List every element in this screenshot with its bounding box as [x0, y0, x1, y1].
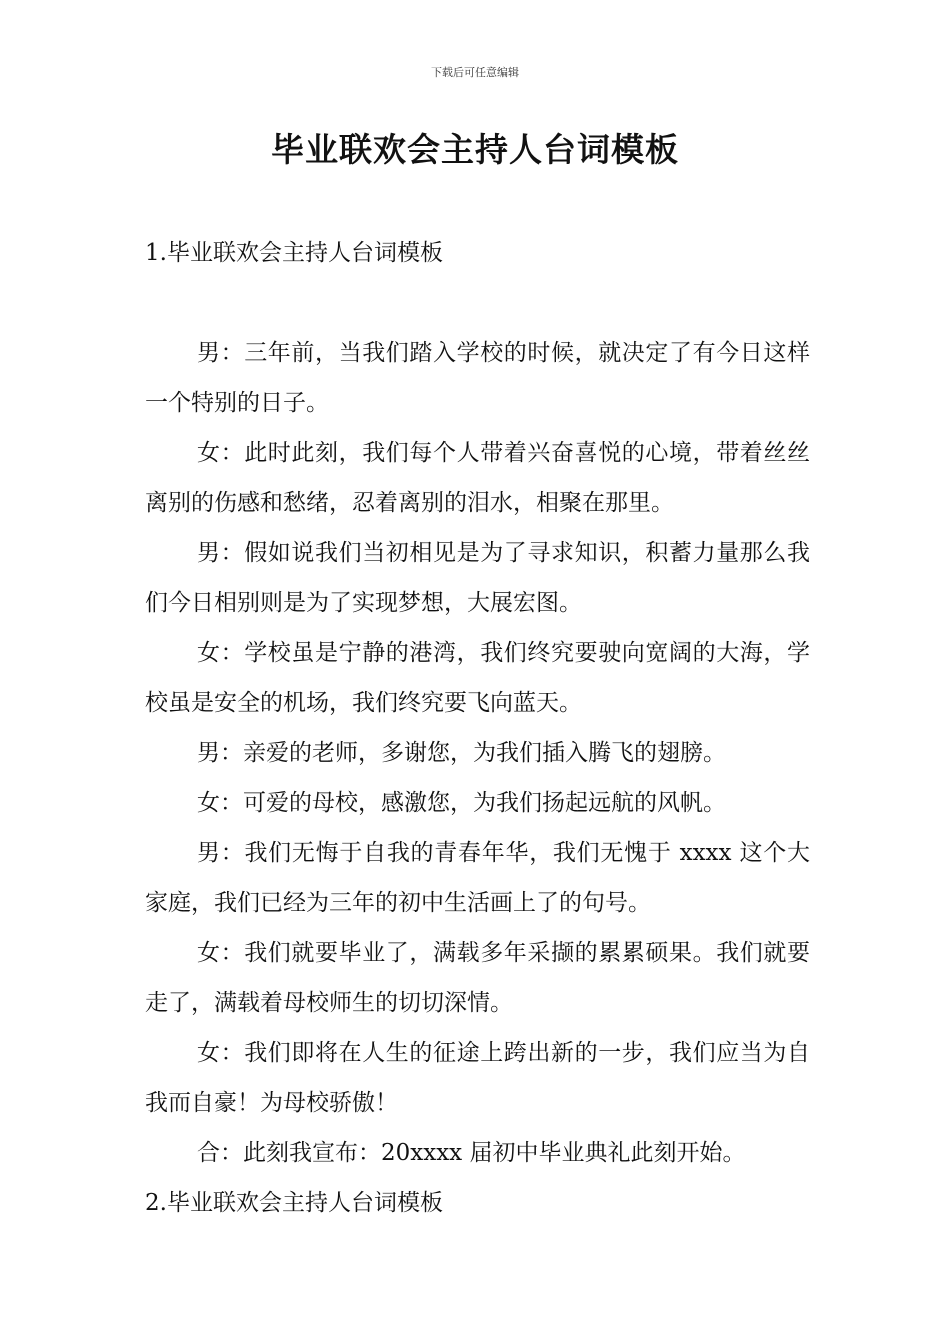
paragraph: 女：我们就要毕业了，满载多年采撷的累累硕果。我们就要走了，满载着母校师生的切切深情。: [145, 940, 810, 1016]
section-heading-2: 2.毕业联欢会主持人台词模板: [145, 1190, 443, 1216]
paragraph: 女：学校虽是宁静的港湾，我们终究要驶向宽阔的大海，学校虽是安全的机场，我们终究要飞向蓝天。: [145, 640, 810, 716]
document-title: 毕业联欢会主持人台词模板: [271, 130, 679, 169]
paragraph: 男：假如说我们当初相见是为了寻求知识，积蓄力量那么我们今日相别则是为了实现梦想，大展宏图。: [145, 540, 810, 616]
paragraph: 女：可爱的母校，感激您，为我们扬起远航的风帆。: [197, 790, 726, 816]
paragraph: 男：我们无悔于自我的青春年华，我们无愧于 xxxx 这个大家庭，我们已经为三年的初中生活画上了的句号。: [145, 840, 810, 916]
paragraph: 合：此刻我宣布：20xxxx 届初中毕业典礼此刻开始。: [197, 1140, 746, 1166]
section-heading-1: 1.毕业联欢会主持人台词模板: [145, 240, 443, 266]
paragraph: 男：三年前，当我们踏入学校的时候，就决定了有今日这样一个特别的日子。: [145, 340, 810, 416]
paragraph: 男：亲爱的老师，多谢您，为我们插入腾飞的翅膀。: [197, 740, 726, 766]
blank-line: [145, 278, 810, 328]
paragraph: 女：此时此刻，我们每个人带着兴奋喜悦的心境，带着丝丝离别的伤感和愁绪，忍着离别的泪水，相聚在那里。: [145, 440, 810, 516]
document-body: [145, 228, 810, 1228]
header-note: 下载后可任意编辑: [431, 66, 519, 79]
paragraph: 女：我们即将在人生的征途上跨出新的一步，我们应当为自我而自豪！为母校骄傲！: [145, 1040, 810, 1116]
